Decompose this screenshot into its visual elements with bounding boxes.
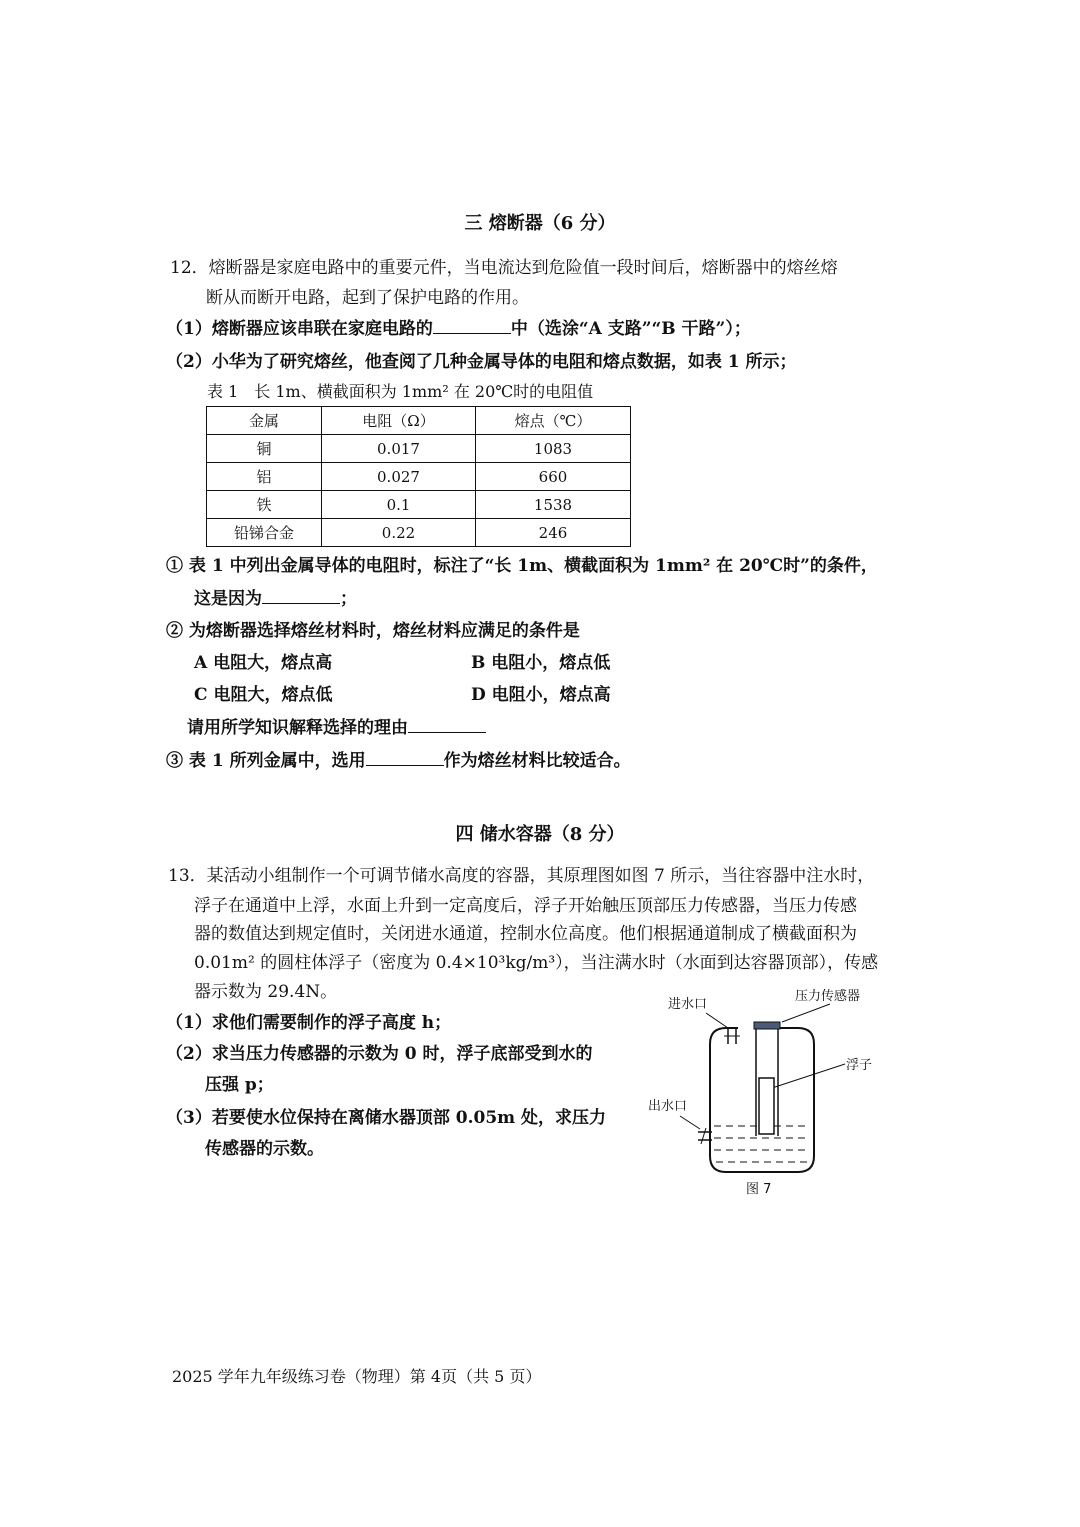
table-cell: 0.1 bbox=[322, 491, 476, 519]
sensor-leader-line bbox=[782, 1004, 830, 1022]
q13-part2-line1: （2）求当压力传感器的示数为 0 时，浮子底部受到水的 bbox=[166, 1044, 593, 1064]
q12-sub1-text-a: 这是因为 bbox=[194, 589, 262, 609]
table-row bbox=[207, 519, 631, 547]
inlet-label: 进水口 bbox=[668, 997, 708, 1012]
page-footer: 2025 学年九年级练习卷（物理）第 4页（共 5 页） bbox=[172, 1367, 542, 1386]
sensor-label: 压力传感器 bbox=[795, 989, 861, 1004]
figure7-caption: 图 7 bbox=[746, 1182, 772, 1197]
table-cell: 1538 bbox=[476, 491, 631, 519]
q13-part1: （1）求他们需要制作的浮子高度 h； bbox=[166, 1013, 452, 1033]
table-row bbox=[207, 491, 631, 519]
option-d[interactable]: D 电阻小，熔点高 bbox=[471, 685, 611, 705]
table-header-cell: 电阻（Ω） bbox=[322, 407, 476, 435]
q12-sub3 bbox=[166, 749, 631, 773]
answer-blank[interactable] bbox=[408, 716, 486, 733]
figure7-diagram bbox=[640, 984, 890, 1204]
q13-line5: 器示数为 29.4N。 bbox=[194, 982, 338, 1002]
table1 bbox=[206, 406, 631, 547]
table-cell: 0.027 bbox=[322, 463, 476, 491]
table-header-cell: 熔点（℃） bbox=[476, 407, 631, 435]
inlet-leader-line bbox=[706, 1013, 728, 1028]
table-cell: 0.017 bbox=[322, 435, 476, 463]
q12-part1 bbox=[166, 317, 751, 341]
float-cylinder bbox=[759, 1078, 774, 1134]
q13-line2: 浮子在通道中上浮，水面上升到一定高度后，浮子开始触压顶部压力传感器，当压力传感 bbox=[194, 896, 857, 916]
q13-line4: 0.01m² 的圆柱体浮子（密度为 0.4×10³kg/m³），当注满水时（水面到达容器顶部），传感 bbox=[194, 953, 879, 973]
float-leader-line bbox=[772, 1064, 845, 1088]
q13-part3-line1: （3）若要使水位保持在离储水器顶部 0.05m 处，求压力 bbox=[166, 1108, 607, 1128]
table-cell: 铝 bbox=[207, 463, 322, 491]
q12-stem-line2: 断从而断开电路，起到了保护电路的作用。 bbox=[206, 288, 529, 308]
q12-sub1-text-b: ； bbox=[340, 589, 357, 609]
table-header-cell: 金属 bbox=[207, 407, 322, 435]
outlet-label: 出水口 bbox=[648, 1099, 688, 1114]
outlet-valve bbox=[701, 1128, 706, 1144]
outlet-leader-line bbox=[680, 1116, 700, 1129]
answer-blank[interactable] bbox=[433, 317, 511, 334]
q13-part2-line2: 压强 p； bbox=[205, 1075, 274, 1095]
section-title-water-container: 四 储水容器（8 分） bbox=[455, 824, 625, 845]
q12-part2: （2）小华为了研究熔丝，他查阅了几种金属导体的电阻和熔点数据，如表 1 所示； bbox=[166, 352, 797, 372]
q12-part1-text-b: 中（选涂“A 支路”“B 干路”）； bbox=[510, 319, 751, 339]
pressure-sensor bbox=[754, 1022, 780, 1029]
q12-reason-text: 请用所学知识解释选择的理由 bbox=[187, 718, 408, 738]
table-cell: 铜 bbox=[207, 435, 322, 463]
q12-sub3-text-b: 作为熔丝材料比较适合。 bbox=[443, 751, 631, 771]
answer-blank[interactable] bbox=[262, 587, 340, 604]
table-cell: 0.22 bbox=[322, 519, 476, 547]
answer-blank[interactable] bbox=[366, 749, 444, 766]
table-row bbox=[207, 435, 631, 463]
q12-reason bbox=[187, 716, 486, 740]
q12-stem-line1: 12．熔断器是家庭电路中的重要元件，当电流达到危险值一段时间后，熔断器中的熔丝熔 bbox=[170, 258, 838, 278]
q13-line3: 器的数值达到规定值时，关闭进水通道，控制水位高度。他们根据通道制成了横截面积为 bbox=[194, 924, 857, 944]
q12-part1-text-a: （1）熔断器应该串联在家庭电路的 bbox=[166, 319, 433, 339]
q12-sub3-text-a: ③ 表 1 所列金属中，选用 bbox=[166, 751, 366, 771]
option-c[interactable]: C 电阻大，熔点低 bbox=[194, 685, 333, 705]
q12-sub2: ② 为熔断器选择熔丝材料时，熔丝材料应满足的条件是 bbox=[166, 621, 580, 641]
table-header-row bbox=[207, 407, 631, 435]
table-cell: 246 bbox=[476, 519, 631, 547]
q13-line1: 13．某活动小组制作一个可调节储水高度的容器，其原理图如图 7 所示，当往容器中注水时， bbox=[168, 866, 875, 886]
table-row bbox=[207, 463, 631, 491]
section-title-fuse: 三 熔断器（6 分） bbox=[464, 213, 616, 234]
q12-sub1-line2 bbox=[194, 587, 357, 611]
table-cell: 660 bbox=[476, 463, 631, 491]
option-a[interactable]: A 电阻大，熔点高 bbox=[194, 653, 333, 673]
option-b[interactable]: B 电阻小，熔点低 bbox=[471, 653, 611, 673]
q12-sub1-line1: ① 表 1 中列出金属导体的电阻时，标注了“长 1m、横截面积为 1mm² 在 20℃时”的条件， bbox=[166, 556, 878, 576]
table-cell: 1083 bbox=[476, 435, 631, 463]
table-cell: 铅锑合金 bbox=[207, 519, 322, 547]
table1-caption: 表 1 长 1m、横截面积为 1mm² 在 20℃时的电阻值 bbox=[207, 382, 594, 401]
float-label: 浮子 bbox=[846, 1058, 873, 1073]
q13-part3-line2: 传感器的示数。 bbox=[205, 1139, 324, 1159]
table-cell: 铁 bbox=[207, 491, 322, 519]
